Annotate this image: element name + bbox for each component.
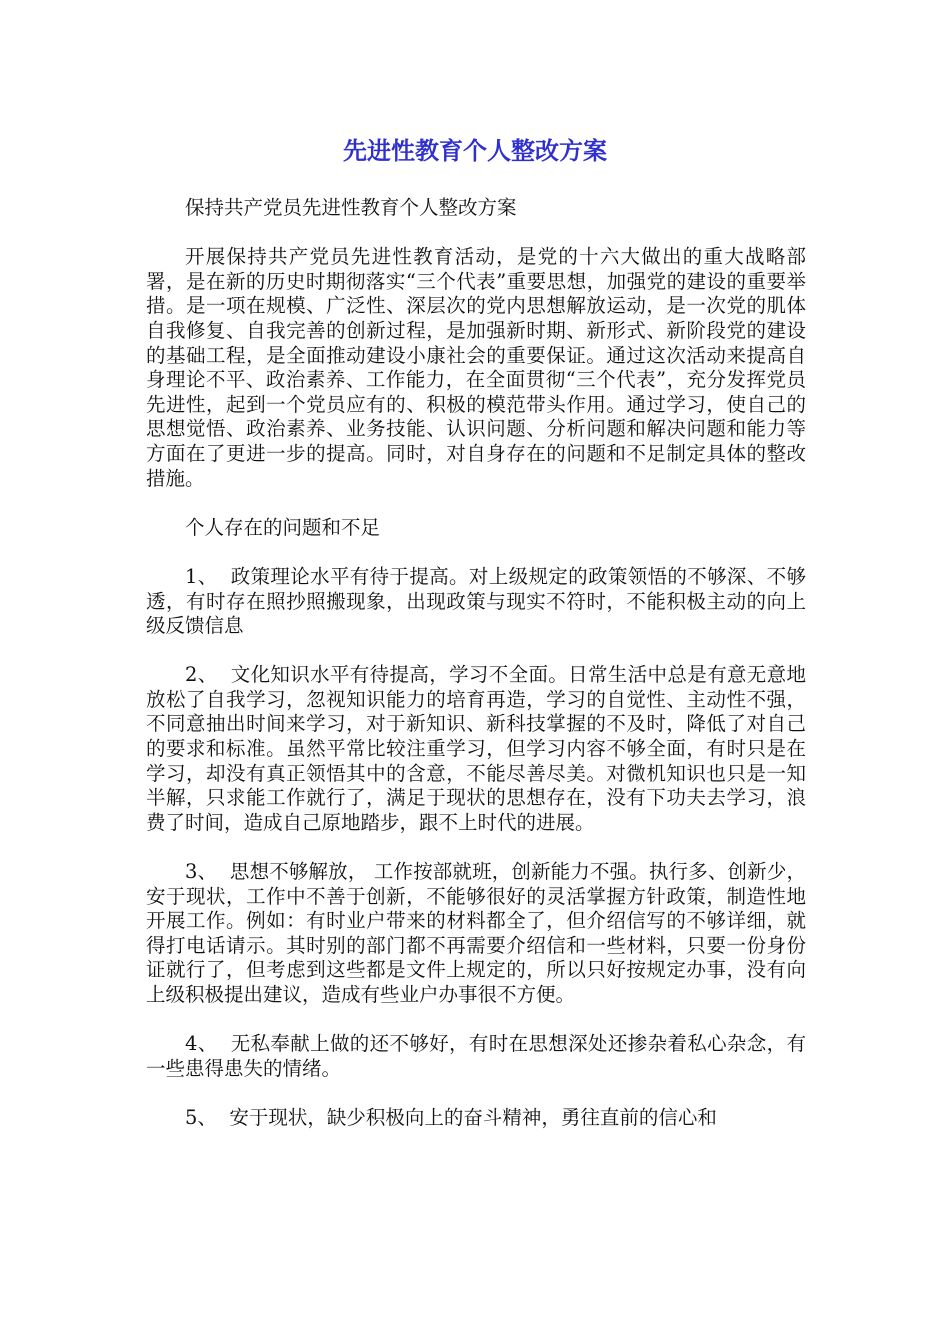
section-heading: 个人存在的问题和不足 [185, 515, 381, 539]
list-item [146, 565, 806, 639]
item-number: 1、 [185, 564, 218, 588]
intro-paragraph: 开展保持共产党员先进性教育活动，是党的十六大做出的重大战略部署，是在新的历史时期彻落实“三个代表”重要思想，加强党的建设的重要举措。是一项在规模、广泛性、深层次的党内思想解放运动，是一次党的肌体自我修复、自我完善的创新过程，是加强新时期、新形式、新阶段党的建设的基础工程，是全面推动建设小康社会的重要保证。通过这次活动来提高自身理论不平、政治素养、工作能力，在全面贯彻“三个代表”，充分发挥党员先进性，起到一个党员应有的、积极的模范带头作用。通过学习，使自己的思想觉悟、政治素养、业务技能、认识问题、分析问题和解决问题和能力等方面在了更进一步的提高。同时，对自身存在的问题和不足制定具体的整改措施。 [146, 245, 806, 490]
item-text: 文化知识水平有待提高，学习不全面。日常生活中总是有意无意地放松了自我学习，忽视知识能力的培育再造，学习的自觉性、主动性不强，不同意抽出时间来学习，对于新知识、新科技掌握的不及时，降低了对自己的要求和标准。虽然平常比较注重学习，但学习内容不够全面，有时只是在学习，却没有真正领悟其中的含意，不能尽善尽美。对微机知识也只是一知半解，只求能工作就行了，满足于现状的思想存在，没有下功夫去学习，浪费了时间，造成自己原地踏步，跟不上时代的进展。 [146, 663, 806, 834]
list-item [146, 860, 806, 1008]
item-number: 2、 [185, 663, 218, 687]
document-title: 先进性教育个人整改方案 [343, 137, 607, 165]
item-text: 无私奉献上做的还不够好，有时在思想深处还掺杂着私心杂念，有一些患得患失的情绪。 [146, 1032, 806, 1080]
item-number: 5、 [185, 1105, 217, 1129]
list-item [146, 1032, 806, 1081]
list-item [146, 1106, 806, 1131]
item-text: 思想不够解放， 工作按部就班，创新能力不强。执行多、创新少，安于现状，工作中不善于创新，不能够很好的灵活掌握方针政策，制造性地开展工作。例如：有时业户带来的材料都全了，但介绍信写的不够详细，就得打电话请示。其时别的部门都不再需要介绍信和一些材料，只要一份身份证就行了，但考虑到这些都是文件上规定的，所以只好按规定办事，没有向上级积极提出建议，造成有些业户办事很不方便。 [146, 860, 806, 1006]
document-body [146, 196, 806, 1155]
item-number: 4、 [185, 1032, 218, 1056]
item-text: 安于现状，缺少积极向上的奋斗精神，勇往直前的信心和 [229, 1105, 717, 1129]
item-number: 3、 [185, 860, 218, 884]
list-item [146, 663, 806, 835]
item-text: 政策理论水平有待于提高。对上级规定的政策领悟的不够深、不够透，有时存在照抄照搬现象，出现政策与现实不符时，不能积极主动的向上级反馈信息 [146, 564, 806, 638]
subtitle: 保持共产党员先进性教育个人整改方案 [185, 196, 517, 219]
